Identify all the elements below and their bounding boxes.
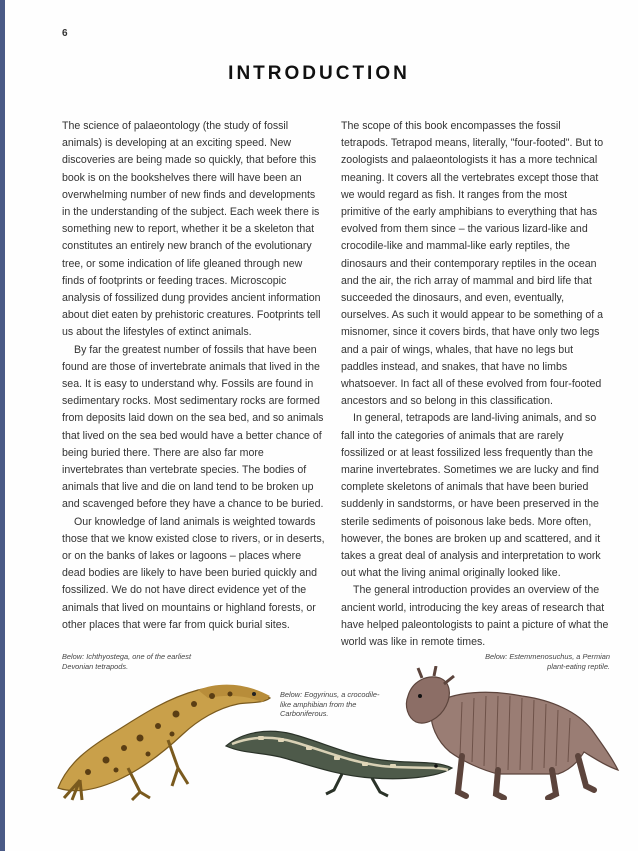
text-column-right: [341, 118, 609, 651]
text-column-left: [62, 118, 326, 634]
page-number: 6: [62, 28, 68, 39]
page-title: INTRODUCTION: [228, 63, 410, 84]
paragraph: Our knowledge of land animals is weighted towards those that we know existed close to rivers, or in deserts, or on the banks of lakes or lagoons – places where dead bodies are likely to have been buried quickly and fossilized. We do not have direct evidence yet of the animals that lived on mountains or highland forests, or other places that were far from quick burial sites.: [62, 515, 325, 631]
paragraph: In general, tetrapods are land-living animals, and so fall into the categories of animals that are rarely fossilized or at least fossilized less frequently than the marine invertebrates. Sometimes we are lucky and find complete skeletons of animals that have been buried suddenly in sandstorms, or have been preserved in the sterile sediments of poisonous lake beds. More often, however, the bones are broken up and scattered, and it takes a great deal of analysis and interpretation to work out what the living animal originally looked like.: [341, 412, 601, 580]
paragraph: By far the greatest number of fossils that have been found are those of invertebrate animals that lived in the sea. It is easy to understand why. Fossils are found in sedimentary rocks. Most sedimentary rocks are formed from deposits laid down on the sea bed, and so animals that lived on the sea bed would have a better chance of being buried there. There are also far more invertebrates than vertebrate species. The bodies of animals that live and die on land tend to be broken up and scavenged before they have a chance to be buried.: [62, 343, 324, 511]
estemmenosuchus-illustration: [402, 666, 620, 800]
paragraph: The general introduction provides an overview of the ancient world, introducing the key areas of research that have helped paleontologists to paint a picture of what the world was like in remote times.: [341, 584, 609, 649]
paragraph: The scope of this book encompasses the fossil tetrapods. Tetrapod means, literally, "four-footed". But to zoologists and palaeontologists it has a more technical meaning. It covers all the vertebrates except those that we would regard as fish. It ranges from the most primitive of the early amphibians to everything that has evolved from them since – the various lizard-like and crocodile-like and mammal-like early reptiles, the dinosaurs and their contemporary reptiles in the ocean and the air, the rich array of mammal and bird life that succeeded the dinosaurs, and even, eventually, ourselves. As such it would appear to be something of a misnomer, since it covers birds, that have only two legs and a pair of wings, whales, that have no legs but paddles instead, and snakes, that have no limbs whatsoever. In fact all of these evolved from four-footed ancestors and so belong in this classification.: [341, 120, 604, 408]
caption-ichthyostega: Below: Ichthyostega, one of the earliest Devonian tetrapods.: [62, 652, 192, 671]
caption-estemmenosuchus: Below: Estemmenosuchus, a Permian plant-eating reptile.: [485, 652, 610, 671]
page-binding-edge: [0, 0, 5, 851]
caption-eogyrinus: Below: Eogyrinus, a crocodile-like amphibian from the Carboniferous.: [280, 690, 380, 718]
paragraph: The science of palaeontology (the study of fossil animals) is developing at an exciting speed. New discoveries are being made so quickly, that before this book is on the bookshelves there will have been an overwhelming number of new finds and developments in the understanding of the subject. Each week there is something new to report, whether it be a skeleton that constitutes an entirely new branch of the evolutionary tree, or some indication of life gleaned through new finds of footprints or feeding traces. Microscopic analysis of fossilized dung provides ancient information about diet eaten by prehistoric creatures. Footprints tell us about the lifestyles of extinct animals.: [62, 120, 321, 339]
